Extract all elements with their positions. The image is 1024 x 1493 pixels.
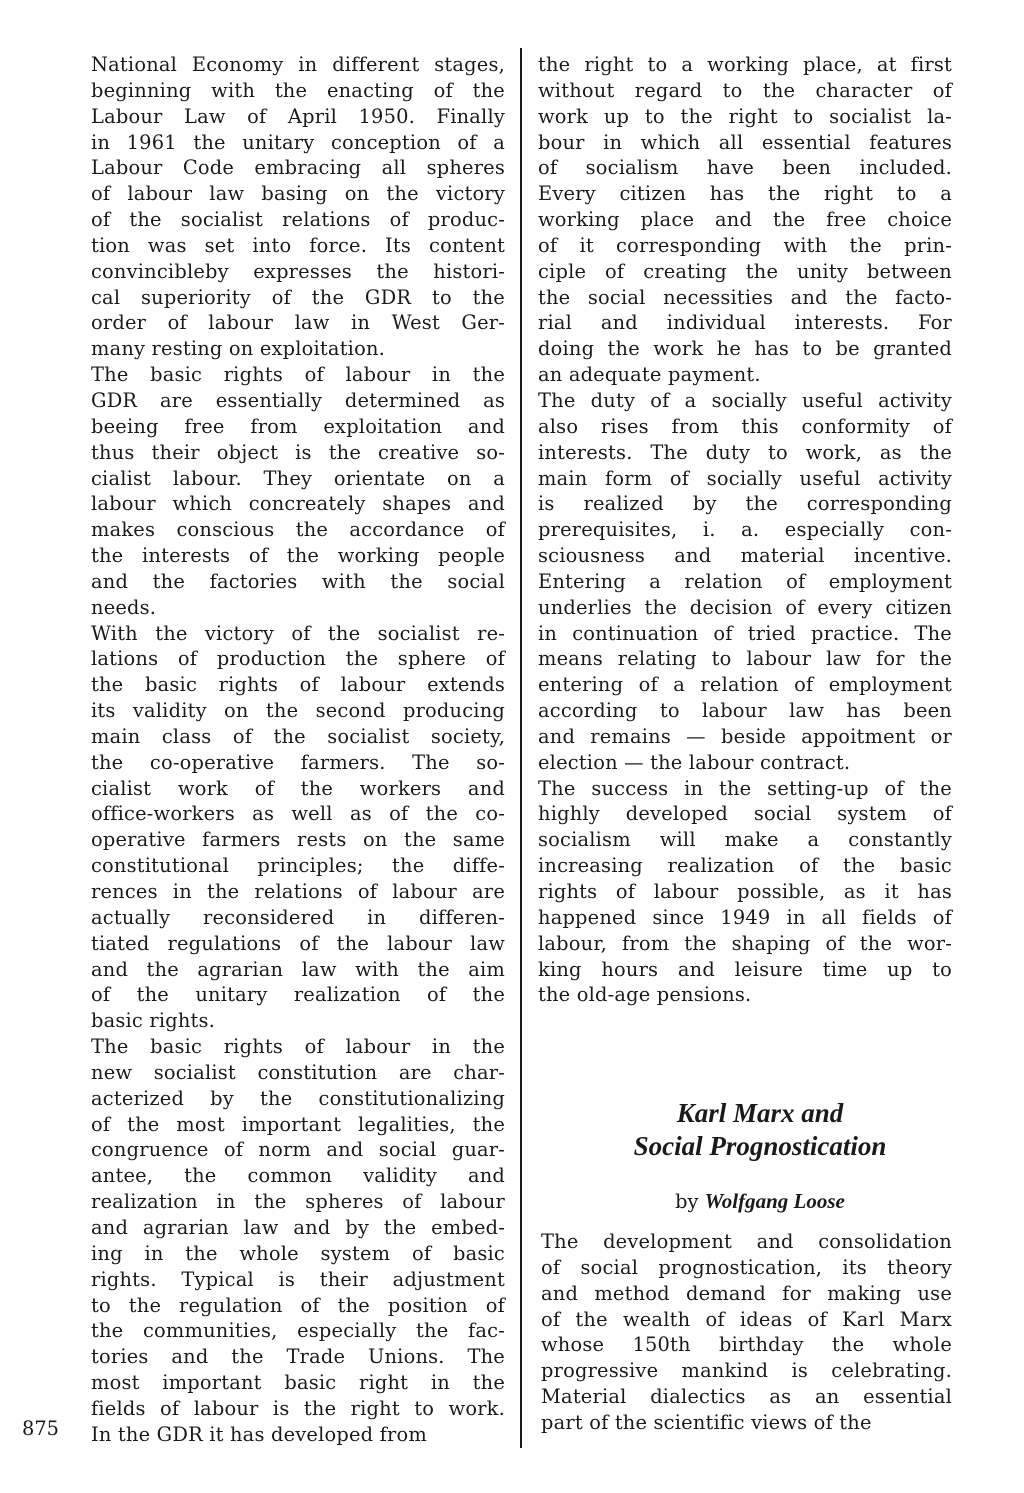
text-line: GDR are essentially determined as <box>91 388 505 412</box>
text-line: and agrarian law and by the embed- <box>91 1215 505 1239</box>
text-line: work up to the right to socialist la- <box>538 104 952 128</box>
text-line: of labour law basing on the victory <box>91 182 505 206</box>
text-line: beginning with the enacting of the <box>91 78 505 102</box>
text-line: without regard to the character of <box>538 78 952 102</box>
text-line: lations of production the sphere of <box>91 647 505 671</box>
text-line: rights. Typical is their adjustment <box>91 1267 505 1291</box>
text-line: the communities, especially the fac- <box>91 1319 505 1343</box>
text-line: of it corresponding with the prin- <box>538 233 952 257</box>
text-line: socialism will make a constantly <box>538 828 952 852</box>
text-line: labour which concreately shapes and <box>91 492 505 516</box>
page-number: 875 <box>22 1417 60 1440</box>
text-line: new socialist constitution are char- <box>91 1060 505 1084</box>
text-line: of social prognostication, its theory <box>541 1255 952 1279</box>
text-line: is realized by the corresponding <box>538 492 952 516</box>
text-line: king hours and leisure time up to <box>538 957 952 981</box>
text-line: the right to a working place, at first <box>538 53 952 76</box>
text-line: most important basic right in the <box>91 1371 505 1395</box>
text-line: acterized by the constitutionalizing <box>91 1086 505 1110</box>
text-line: interests. The duty to work, as the <box>538 440 952 464</box>
text-line: The duty of a socially useful activity <box>538 388 952 412</box>
text-line: The development and consolidation <box>541 1230 952 1253</box>
text-line: doing the work he has to be granted <box>538 337 952 361</box>
text-line: bour in which all essential features <box>538 130 952 154</box>
text-line: makes conscious the accordance of <box>91 518 505 542</box>
text-line: increasing realization of the basic <box>538 854 952 878</box>
text-line: Every citizen has the right to a <box>538 182 952 206</box>
text-line: operative farmers rests on the same <box>91 828 505 852</box>
article-heading <box>560 1097 960 1214</box>
text-line: of the unitary realization of the <box>91 983 505 1007</box>
text-line: antee, the common validity and <box>91 1164 505 1188</box>
text-line: cal superiority of the GDR to the <box>91 285 505 309</box>
text-line: cialist work of the workers and <box>91 776 505 800</box>
text-line: the social necessities and the facto- <box>538 285 952 309</box>
text-line: tion was set into force. Its content <box>91 233 505 257</box>
text-line: and the factories with the social <box>91 569 505 593</box>
text-line: office-workers as well as of the co- <box>91 802 505 826</box>
left-column <box>91 52 505 1448</box>
text-line: in 1961 the unitary conception of a <box>91 130 505 154</box>
text-line: The basic rights of labour in the <box>91 1035 505 1059</box>
byline <box>560 1189 960 1214</box>
article-title-line-2: Social Prognostication <box>633 1131 887 1161</box>
text-line: With the victory of the socialist re- <box>91 621 505 645</box>
text-line: rights of labour possible, as it has <box>538 880 952 903</box>
text-line: also rises from this conformity of <box>538 414 952 438</box>
text-line: to the regulation of the position of <box>91 1293 505 1317</box>
text-line: ing in the whole system of basic <box>91 1241 505 1265</box>
text-line: entering of a relation of employment <box>538 673 952 697</box>
text-line: beeing free from exploitation and <box>91 414 505 438</box>
text-line: National Economy in different stages, <box>91 53 505 76</box>
text-line: cialist labour. They orientate on a <box>91 466 505 490</box>
text-line: of the wealth of ideas of Karl Marx <box>541 1307 952 1331</box>
text-line: The basic rights of labour in the <box>91 363 505 387</box>
text-line: tiated regulations of the labour law <box>91 931 505 955</box>
text-line: The success in the setting-up of the <box>538 776 952 800</box>
text-line: part of the scientific views of the <box>541 1410 872 1434</box>
text-line: many resting on exploitation. <box>91 337 386 361</box>
text-line: constitutional principles; the diffe- <box>91 854 505 878</box>
text-line: congruence of norm and social guar- <box>91 1138 505 1162</box>
text-line: Labour Code embracing all spheres <box>91 156 505 180</box>
text-line: underlies the decision of every citizen <box>538 595 952 619</box>
text-line: thus their object is the creative so- <box>91 440 505 464</box>
text-line: main form of socially useful activity <box>538 466 952 490</box>
text-line: whose 150th birthday the whole <box>541 1333 952 1357</box>
text-line: Material dialectics as an essential <box>541 1385 952 1409</box>
text-line: progressive mankind is celebrating. <box>541 1359 952 1383</box>
text-line: rial and individual interests. For <box>538 311 952 335</box>
text-line: according to labour law has been <box>538 699 952 723</box>
text-line: fields of labour is the right to work. <box>91 1396 505 1420</box>
text-line: rences in the relations of labour are <box>91 880 505 903</box>
text-line: basic rights. <box>91 1009 216 1033</box>
text-line: the old-age pensions. <box>538 983 752 1007</box>
text-line: happened since 1949 in all fields of <box>538 905 952 929</box>
text-line: election — the labour contract. <box>538 750 851 774</box>
text-line: Labour Law of April 1950. Finally <box>91 104 505 128</box>
text-line: tories and the Trade Unions. The <box>91 1345 505 1369</box>
text-line: means relating to labour law for the <box>538 647 952 671</box>
column-divider <box>520 48 522 1448</box>
text-line: sciousness and material incentive. <box>538 544 952 568</box>
text-line: prerequisites, i. a. especially con- <box>538 518 952 542</box>
text-line: labour, from the shaping of the wor- <box>538 931 952 955</box>
text-line: working place and the free choice <box>538 208 952 232</box>
text-line: needs. <box>91 595 157 619</box>
article-title-line-1: Karl Marx and <box>676 1098 844 1128</box>
text-line: and remains — beside appoitment or <box>538 724 952 748</box>
text-line: of the most important legalities, the <box>91 1112 505 1136</box>
text-line: Entering a relation of employment <box>538 569 952 593</box>
author-name: Wolfgang Loose <box>704 1189 845 1213</box>
text-line: ciple of creating the unity between <box>538 259 952 283</box>
text-line: realization in the spheres of labour <box>91 1190 505 1214</box>
text-line: the co-operative farmers. The so- <box>91 750 505 774</box>
text-line: main class of the socialist society, <box>91 724 505 748</box>
article-title <box>560 1097 960 1163</box>
right-column <box>538 52 952 1008</box>
byline-prefix: by <box>675 1190 699 1213</box>
text-line: In the GDR it has developed from <box>91 1422 427 1446</box>
article-intro <box>541 1229 952 1436</box>
text-line: order of labour law in West Ger- <box>91 311 505 335</box>
text-line: its validity on the second producing <box>91 699 505 723</box>
text-line: and method demand for making use <box>541 1281 952 1305</box>
text-line: of socialism have been included. <box>538 156 952 180</box>
text-line: the interests of the working people <box>91 544 505 568</box>
text-line: an adequate payment. <box>538 363 761 387</box>
text-line: actually reconsidered in differen- <box>91 905 505 929</box>
text-line: the basic rights of labour extends <box>91 673 505 697</box>
text-line: and the agrarian law with the aim <box>91 957 505 981</box>
text-line: highly developed social system of <box>538 802 952 826</box>
text-line: in continuation of tried practice. The <box>538 621 952 645</box>
text-line: convincibleby expresses the histori- <box>91 259 505 283</box>
text-line: of the socialist relations of produc- <box>91 208 505 232</box>
